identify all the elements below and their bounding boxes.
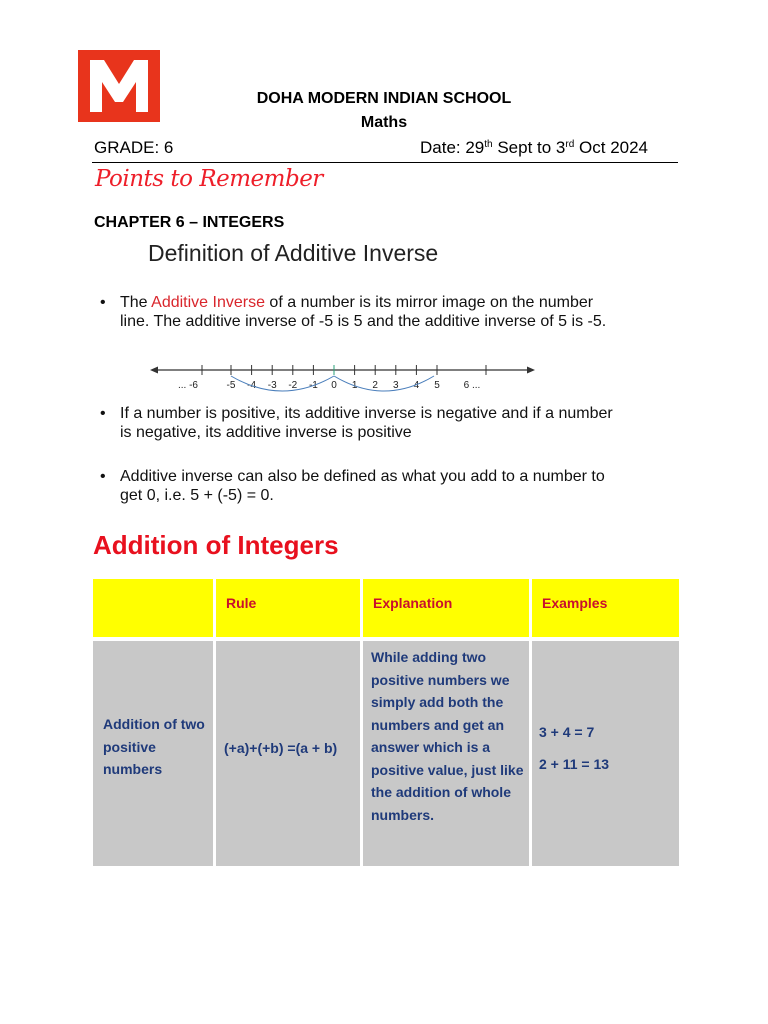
bullet-dot: •: [100, 468, 106, 485]
addition-title: Addition of Integers: [93, 530, 339, 560]
bullet-additive-inverse: [100, 293, 620, 353]
bullet-dot: •: [100, 294, 106, 311]
number-line-tick-label: -2: [288, 380, 298, 391]
row-example-2: 2 + 11 = 13: [539, 756, 610, 772]
bullet-sum-zero: [100, 467, 620, 507]
table-header-rule: Rule: [216, 579, 360, 637]
bullet-sign-rule: [100, 404, 620, 464]
bullet-text: Additive inverse can also be defined as what you add to a number to get 0, i.e. 5 + (-5) = 0.: [120, 468, 605, 504]
row-explanation: While adding two positive numbers we simply add both the numbers and get an answer which is a positive value, just like the addition of whole numbers.: [371, 649, 524, 823]
number-line-tick-label: 0: [331, 380, 337, 391]
row-rule: (+a)+(+b) =(a + b): [224, 740, 338, 756]
number-line: [150, 350, 535, 410]
number-line-tick-label: -1: [308, 380, 318, 391]
number-line-end-label: 6 ...: [463, 380, 481, 391]
number-line-start-label: ... -6: [177, 380, 199, 391]
school-name: DOHA MODERN INDIAN SCHOOL: [256, 90, 512, 107]
date-label: Date: 29th Sept to 3rd Oct 2024: [420, 138, 649, 157]
row-example-1: 3 + 4 = 7: [539, 724, 595, 740]
bullet-text: If a number is positive, its additive inverse is negative and if a number is negative, its additive inverse is positive: [120, 405, 613, 441]
number-line-tick-label: 3: [393, 380, 399, 391]
table-row-label-cell: [93, 641, 213, 866]
header-divider: [92, 162, 678, 163]
number-line-tick-label: 5: [434, 380, 440, 391]
table-header-explanation: Explanation: [363, 579, 529, 637]
table-header-examples: Examples: [532, 579, 679, 637]
bullet-dot: •: [100, 405, 106, 422]
grade-label: GRADE: 6: [94, 138, 174, 157]
number-line-tick-label: -5: [226, 380, 236, 391]
bullet-text: The Additive Inverse of a number is its mirror image on the number line. The additive inverse of -5 is 5 and the additive inverse of 5 is -5.: [120, 294, 607, 330]
number-line-tick-label: 2: [372, 380, 378, 391]
table-row-explanation-cell: [363, 641, 529, 866]
school-logo-icon: [78, 50, 160, 122]
table-row-rule-cell: [216, 641, 360, 866]
definition-title: Definition of Additive Inverse: [148, 240, 439, 266]
row-label: Addition of two positive numbers: [103, 716, 205, 777]
number-line-tick-label: 1: [351, 380, 358, 391]
points-heading: Points to Remember: [95, 166, 323, 192]
table-header-cell: [93, 579, 213, 637]
subject-title: Maths: [360, 114, 408, 131]
number-line-tick-label: 4: [413, 380, 420, 391]
number-line-tick-label: -3: [267, 380, 277, 391]
table-row-examples-cell: [532, 641, 679, 866]
number-line-tick-label: -4: [247, 380, 257, 391]
chapter-title: CHAPTER 6 – INTEGERS: [94, 214, 285, 231]
